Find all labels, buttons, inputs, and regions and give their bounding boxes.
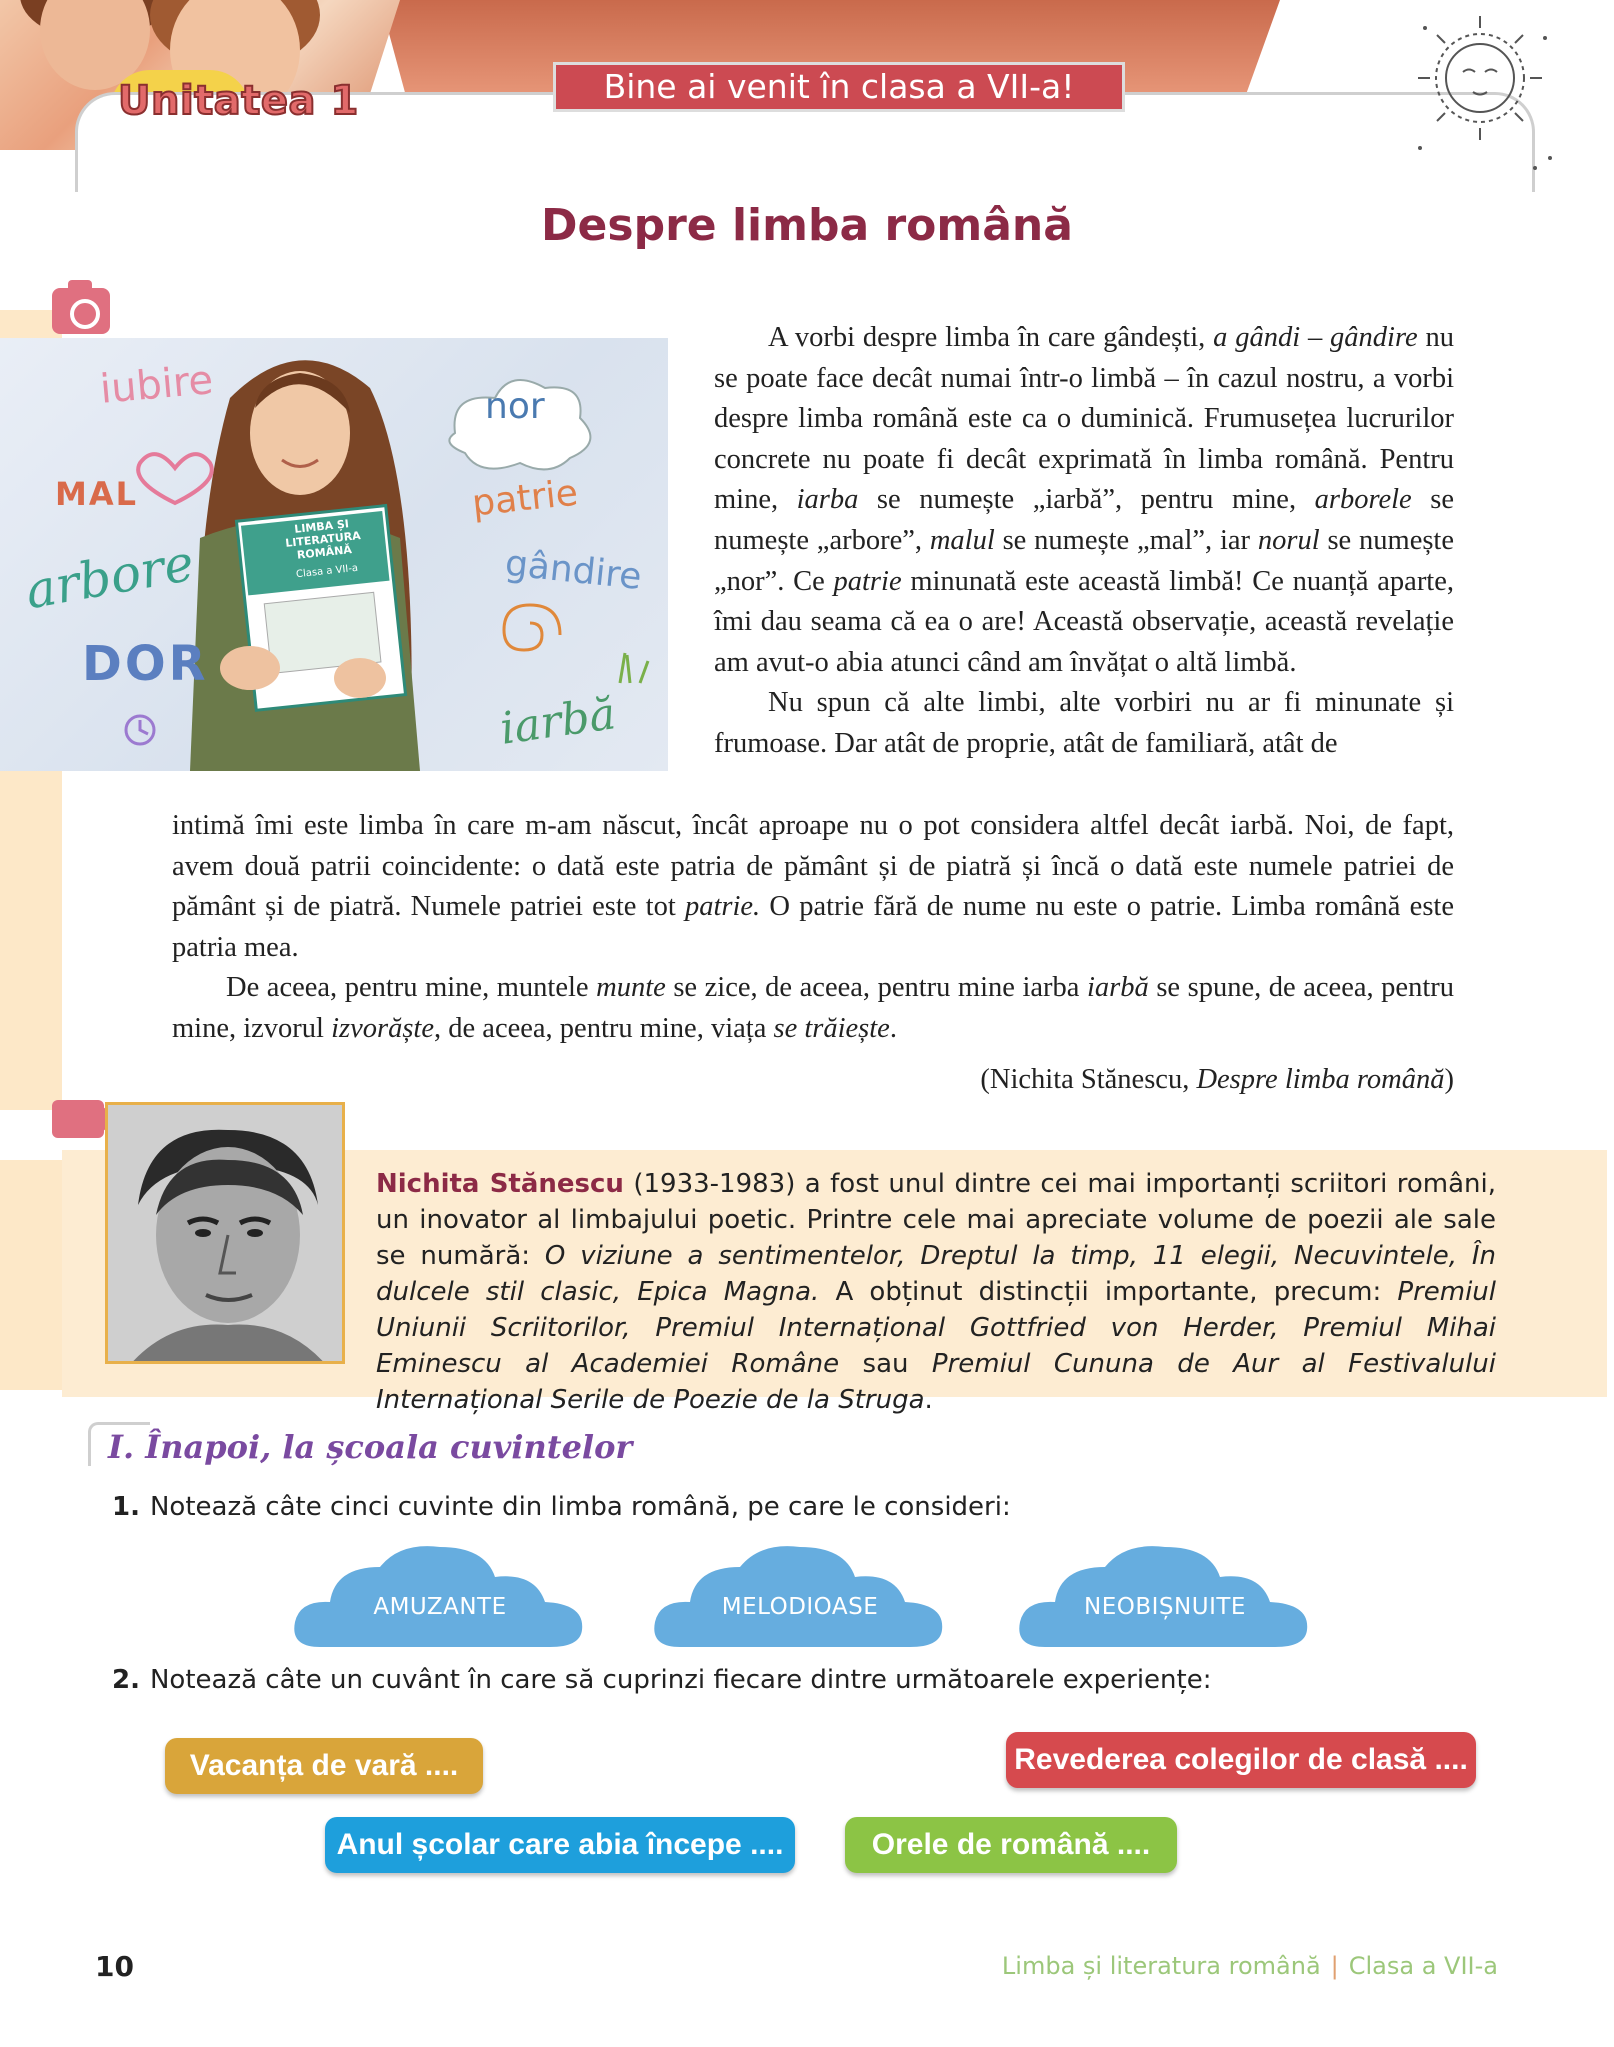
footer-info — [1002, 1952, 1498, 1980]
illus-book-title: LIMBA ȘI LITERATURA ROMÂNĂ — [284, 517, 362, 562]
article-paragraph-3: De aceea, pentru mine, muntele munte se zice, de aceea, pentru mine iarba iarbă se spune, de aceea, pentru mine, izvorul izvorăște, de aceea, pentru mine, viața se trăiește. — [172, 972, 1454, 1044]
article-paragraph-2-rest: intimă îmi este limba în care m-am născut, încât aproape nu o pot considera altfel decât iarbă. Noi, de fapt, avem două patrii coincidente: o dată este patria de pământ și de piatră și încă o dată este numele patriei de pământ și de piatră. Numele patriei este tot patrie. O patrie fără de nume nu este o patrie. Limba română este patria mea. — [172, 810, 1454, 963]
camera-icon — [52, 288, 110, 334]
illus-word-nor: nor — [485, 386, 545, 427]
video-camera-icon — [52, 1100, 104, 1138]
cloud-neobisnuite: NEOBIȘNUITE — [1015, 1542, 1315, 1652]
footer-separator: | — [1330, 1952, 1339, 1980]
author-portrait — [105, 1102, 345, 1364]
article-paragraph-1: A vorbi despre limba în care gândești, a gândi – gândire nu se poate face decât numai într-o limbă – în cazul nostru, a vorbi despre limba română este ca o duminică. Frumusețea lucrurilor concrete nu poate fi decât exprimată în limba română. Pentru mine, iarba se numește „iarbă”, pentru mine, arborele se numește „arbore”, malul se numește „mal”, iar norul se numește „nor”. Ce patrie minunată este această limbă! Ce nuanță aparte, îmi dau seama că ea o are! Această observație, această revelație am avut-o abia atunci când am învățat o altă limbă. — [714, 322, 1455, 678]
footer-subject: Limba și literatura română — [1001, 1952, 1321, 1980]
cloud-melodioase: MELODIOASE — [650, 1542, 950, 1652]
pill-vacanta: Vacanța de vară .... — [165, 1738, 483, 1794]
welcome-banner: Bine ai venit în clasa a VII-a! — [553, 62, 1125, 112]
sun-icon — [1395, 8, 1565, 178]
illus-word-gandire: gândire — [503, 542, 644, 599]
exercise-1: 1. Notează câte cinci cuvinte din limba română, pe care le consideri: — [112, 1492, 1011, 1522]
unit-badge: Unitatea 1 — [118, 78, 359, 124]
author-name: Nichita Stănescu — [376, 1169, 624, 1199]
exercise-2: 2. Notează câte un cuvânt în care să cuprinzi fiecare dintre următoarele experiențe: — [112, 1665, 1212, 1695]
illus-word-dor: DOR — [82, 636, 209, 692]
author-bio: Nichita Stănescu (1933-1983) a fost unul dintre cei mai importanți scriitori români, un inovator al limbajului poetic. Printre cele mai apreciate volume de poezii ale sale se numără: O viziune a sentimentelor, Dreptul la timp, 11 elegii, Necuvintele, În dulcele stil clasic, Epica Magna. A obținut distincții importante, precum: Premiul Uniunii Scriitorilor, Premiul Internațional Gottfried von Herder, Premiul Mihai Eminescu al Academiei Române sau Premiul Cununa de Aur al Festivalului Internațional Serile de Poezie de la Struga. — [376, 1169, 1497, 1415]
left-decor-bar-lower — [0, 1160, 62, 1390]
illus-word-iubire: iubire — [98, 357, 215, 413]
footer-grade: Clasa a VII-a — [1348, 1952, 1498, 1980]
illus-word-iarba: iarbă — [497, 688, 619, 755]
illus-book-grade: Clasa a VII-a — [295, 562, 359, 581]
illus-word-arbore: arbore — [21, 533, 199, 621]
page-number: 10 — [95, 1950, 134, 1983]
article-text-lower — [172, 806, 1454, 1050]
illustration-girl-with-book — [0, 338, 668, 771]
article-paragraph-2-start: Nu spun că alte limbi, alte vorbiri nu ar fi minunate și frumoase. Dar atât de proprie, atât de familiară, atât de — [714, 687, 1454, 759]
pill-anul-scolar: Anul școlar care abia începe .... — [325, 1817, 795, 1873]
pill-orele-romana: Orele de română .... — [845, 1817, 1177, 1873]
illus-word-mal: MAL — [55, 475, 138, 513]
section-title: I. Înapoi, la școala cuvintelor — [108, 1428, 633, 1466]
cloud-amuzante: AMUZANTE — [290, 1542, 590, 1652]
illus-word-patrie: patrie — [470, 472, 580, 525]
page-title: Despre limba română — [541, 200, 1073, 251]
article-source: (Nichita Stănescu, Despre limba română) — [980, 1064, 1454, 1095]
article-text-upper — [714, 318, 1454, 765]
pill-revederea: Revederea colegilor de clasă .... — [1006, 1732, 1476, 1788]
